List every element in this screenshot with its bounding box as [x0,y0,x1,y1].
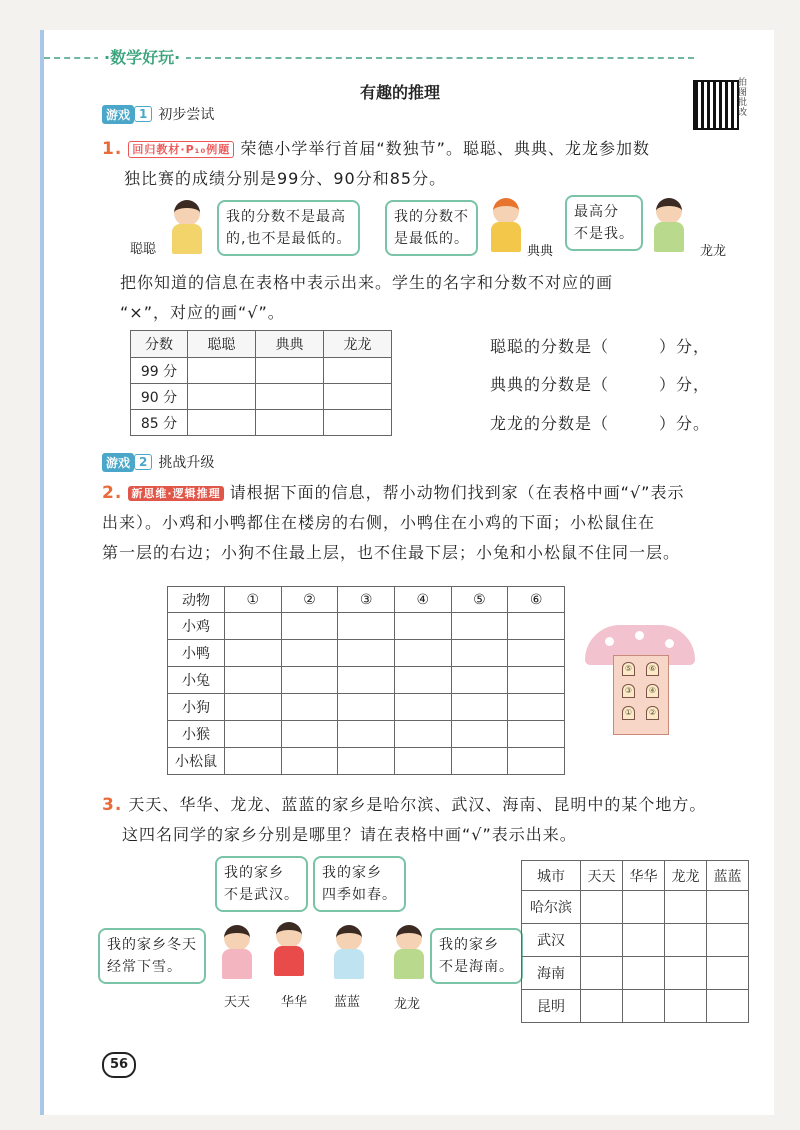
answer-cell[interactable] [451,694,508,721]
answer-cell[interactable] [451,748,508,775]
answer-cell[interactable] [394,748,451,775]
q2-header-cell: 动物 [168,587,225,613]
answer-cell[interactable] [281,748,338,775]
answer-cell[interactable] [338,694,395,721]
q1-line2: 独比赛的成绩分别是99分、90分和85分。 [124,169,447,188]
name-congcong: 聪聪 [130,242,157,257]
q3-header-cell: 蓝蓝 [707,861,749,891]
answer-cell[interactable] [338,640,395,667]
answer-longlong[interactable]: 龙龙的分数是（ ）分。 [490,414,711,433]
answer-cell[interactable] [451,613,508,640]
name-lanlan: 蓝蓝 [334,995,361,1010]
answer-cell[interactable] [338,613,395,640]
answer-cell[interactable] [281,613,338,640]
bubble-diandian: 我的分数不 是最低的。 [385,200,478,256]
answer-cell[interactable] [508,721,565,748]
answer-cell[interactable] [225,640,282,667]
game-tag: 游戏 [102,105,134,124]
q3-row-label: 哈尔滨 [522,891,581,924]
answer-cell[interactable] [508,694,565,721]
answer-cell[interactable] [225,613,282,640]
name-tiantian: 天天 [224,995,251,1010]
answer-cell[interactable] [256,384,324,410]
answer-cell[interactable] [707,924,749,957]
qr-code-icon[interactable] [693,80,739,130]
q3-table [521,860,749,1023]
answer-cell[interactable] [225,667,282,694]
q2-header-cell: ① [225,587,282,613]
q2-row-label: 小鸡 [168,613,225,640]
answer-cell[interactable] [394,640,451,667]
q2-text: 2. 新思维·逻辑推理 请根据下面的信息，帮小动物们找到家（在表格中画“√”表示 出来）。小鸡和小鸭都住在楼房的右侧，小鸭住在小鸡的下面；小松鼠住在 第一层的右边；小狗不住最上层，也不住最下层；小兔和小松鼠不住同一层。 [102,483,685,562]
name-diandian: 典典 [527,244,554,259]
answer-cell[interactable] [508,613,565,640]
answer-cell[interactable] [188,384,256,410]
answer-cell[interactable] [256,410,324,436]
answer-congcong[interactable]: 聪聪的分数是（ ）分， [490,337,711,356]
answer-cell[interactable] [281,667,338,694]
answer-cell[interactable] [623,957,665,990]
q3-row-label: 昆明 [522,990,581,1023]
name-longlong-q3: 龙龙 [394,997,421,1012]
q2-header-cell: ⑤ [451,587,508,613]
game-tag: 游戏 [102,453,134,472]
answer-cell[interactable] [188,410,256,436]
q1-header-cell: 典典 [256,331,324,358]
answer-cell[interactable] [665,891,707,924]
answer-cell[interactable] [623,990,665,1023]
q2-header-cell: ④ [394,587,451,613]
game-num: 1 [134,106,152,122]
page-number: 56 [102,1052,136,1078]
q1-header-cell: 龙龙 [324,331,392,358]
answer-cell[interactable] [451,721,508,748]
answer-cell[interactable] [225,721,282,748]
answer-cell[interactable] [281,694,338,721]
bubble-tiantian: 我的家乡冬天 经常下雪。 [98,928,206,984]
answer-cell[interactable] [707,891,749,924]
game2-heading [102,452,214,472]
answer-cell[interactable] [225,694,282,721]
answer-cell[interactable] [394,694,451,721]
answer-cell[interactable] [338,721,395,748]
answer-cell[interactable] [394,613,451,640]
q3-number: 3. [102,795,123,815]
q1-badge: 回归教材·P₁₀例题 [128,141,234,158]
q1-row-label: 85 分 [131,410,188,436]
q2-badge: 新思维·逻辑推理 [128,486,223,501]
name-huahua: 华华 [281,995,308,1010]
answer-diandian[interactable]: 典典的分数是（ ）分， [490,375,711,394]
answer-cell[interactable] [324,358,392,384]
q1-row-label: 99 分 [131,358,188,384]
answer-cell[interactable] [623,891,665,924]
q2-number: 2. [102,483,123,503]
q3-row-label: 海南 [522,957,581,990]
q1-intro [102,134,752,194]
q3-header-cell: 华华 [623,861,665,891]
answer-cell[interactable] [707,990,749,1023]
answer-cell[interactable] [581,990,623,1023]
q3-text: 3. 天天、华华、龙龙、蓝蓝的家乡是哈尔滨、武汉、海南、昆明中的某个地方。 这四名同学的家乡分别是哪里？请在表格中画“√”表示出来。 [102,795,707,844]
bubble-longlong-q3: 我的家乡 不是海南。 [430,928,523,984]
q3-header-cell: 天天 [581,861,623,891]
answer-cell[interactable] [281,721,338,748]
answer-cell[interactable] [508,667,565,694]
q1-header-cell: 聪聪 [188,331,256,358]
tiantian-figure [218,925,256,985]
diandian-figure [487,198,525,258]
q3-row-label: 武汉 [522,924,581,957]
mushroom-house-illustration: ⑤ ⑥ ③ ④ ① ② [585,625,695,735]
answer-cell[interactable] [188,358,256,384]
bubble-lanlan: 我的家乡 四季如春。 [313,856,406,912]
lanlan-figure [330,925,368,985]
answer-cell[interactable] [451,640,508,667]
answer-cell[interactable] [394,721,451,748]
q2-row-label: 小兔 [168,667,225,694]
answer-cell[interactable] [394,667,451,694]
q1-row-label: 90 分 [131,384,188,410]
q1-header-cell: 分数 [131,331,188,358]
q2-row-label: 小猴 [168,721,225,748]
answer-cell[interactable] [581,957,623,990]
q1-instructions: 把你知道的信息在表格中表示出来。学生的名字和分数不对应的画 “×”，对应的画“√”。 [120,273,614,322]
q2-table [167,586,565,775]
q2-row-label: 小鸭 [168,640,225,667]
name-longlong: 龙龙 [700,244,727,259]
q1-table [130,330,392,436]
game-label: 挑战升级 [158,455,215,471]
answer-cell[interactable] [324,384,392,410]
q1-line1: 荣德小学举行首届“数独节”。聪聪、典典、龙龙参加数 [240,139,650,158]
game1-heading [102,104,214,124]
answer-cell[interactable] [225,748,282,775]
answer-cell[interactable] [508,640,565,667]
q2-header-cell: ⑥ [508,587,565,613]
q2-row-label: 小狗 [168,694,225,721]
answer-cell[interactable] [581,891,623,924]
answer-cell[interactable] [623,924,665,957]
qr-label: 拍图批改 [738,78,748,118]
answer-cell[interactable] [508,748,565,775]
answer-cell[interactable] [665,924,707,957]
q2-row-label: 小松鼠 [168,748,225,775]
longlong-q3-figure [390,925,428,985]
q2-header-cell: ③ [338,587,395,613]
bubble-huahua: 我的家乡 不是武汉。 [215,856,308,912]
answer-cell[interactable] [707,957,749,990]
bubble-longlong: 最高分 不是我。 [565,195,643,251]
longlong-figure [650,198,688,258]
page-title: 有趣的推理 [359,83,440,102]
answer-cell[interactable] [324,410,392,436]
huahua-figure [270,922,308,982]
answer-cell[interactable] [256,358,324,384]
q3-header-cell: 城市 [522,861,581,891]
congcong-figure [168,200,206,260]
answer-cell[interactable] [338,667,395,694]
answer-cell[interactable] [281,640,338,667]
answer-cell[interactable] [338,748,395,775]
q2-header-cell: ② [281,587,338,613]
answer-cell[interactable] [581,924,623,957]
brand-label: ·数学好玩· [98,45,186,68]
q1-number: 1. [102,139,123,159]
bubble-congcong: 我的分数不是最高 的,也不是最低的。 [217,200,360,256]
q3-header-cell: 龙龙 [665,861,707,891]
answer-cell[interactable] [665,957,707,990]
answer-cell[interactable] [451,667,508,694]
game-num: 2 [134,454,152,470]
answer-cell[interactable] [665,990,707,1023]
game-label: 初步尝试 [158,107,215,123]
